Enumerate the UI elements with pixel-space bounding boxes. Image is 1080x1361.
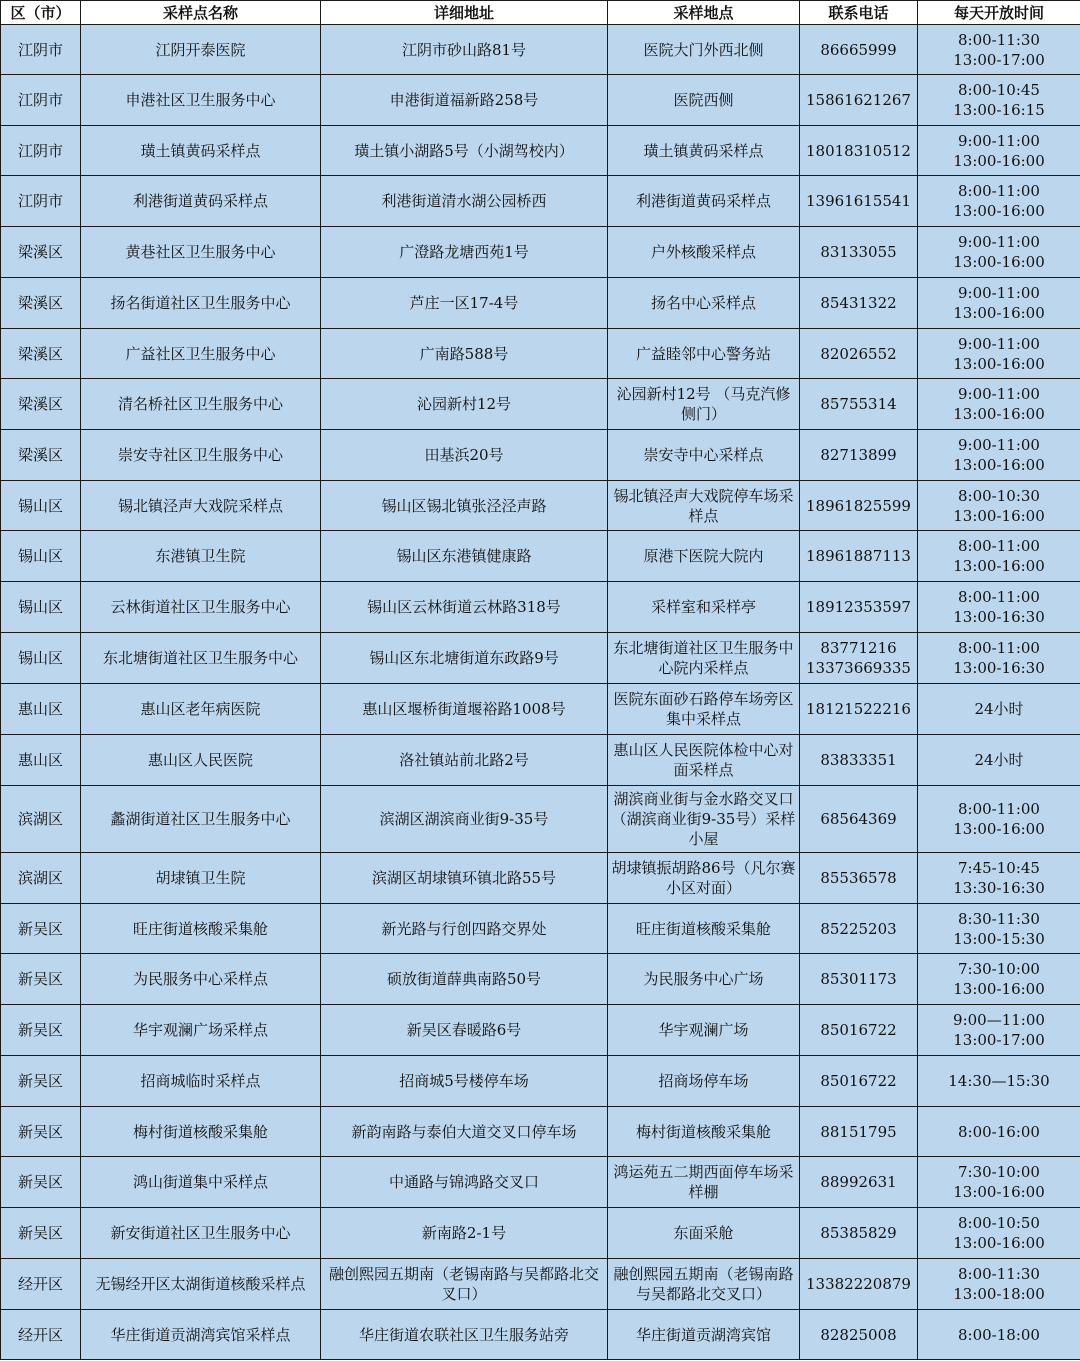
address-cell: 滨湖区胡埭镇环镇北路55号 xyxy=(321,853,608,904)
table-row xyxy=(1,430,1080,481)
phone-cell: 83771216 13373669335 xyxy=(800,633,918,684)
district-cell: 梁溪区 xyxy=(1,278,81,329)
header-district: 区（市） xyxy=(1,1,81,25)
site-name-cell: 黄巷社区卫生服务中心 xyxy=(81,227,321,278)
district-cell: 梁溪区 xyxy=(1,227,81,278)
table-row xyxy=(1,1157,1080,1208)
site-name-cell: 东港镇卫生院 xyxy=(81,531,321,582)
district-cell: 新吴区 xyxy=(1,904,81,954)
phone-cell: 85301173 xyxy=(800,954,918,1005)
address-cell: 锡山区云林街道云林路318号 xyxy=(321,582,608,633)
header-phone: 联系电话 xyxy=(800,1,918,25)
site-name-cell: 鸿山街道集中采样点 xyxy=(81,1157,321,1208)
address-cell: 锡山区东港镇健康路 xyxy=(321,531,608,582)
hours-cell: 8:00-11:00 13:00-16:00 xyxy=(918,786,1080,853)
sampling-spot-cell: 广益睦邻中心警务站 xyxy=(608,329,800,379)
sampling-spot-cell: 惠山区人民医院体检中心对面采样点 xyxy=(608,735,800,786)
table-row xyxy=(1,633,1080,684)
address-cell: 璜土镇小湖路5号（小湖驾校内） xyxy=(321,126,608,176)
address-cell: 田基浜20号 xyxy=(321,430,608,481)
district-cell: 江阴市 xyxy=(1,126,81,176)
hours-cell: 9:00-11:00 13:00-16:00 xyxy=(918,278,1080,329)
district-cell: 锡山区 xyxy=(1,582,81,633)
address-cell: 新南路2-1号 xyxy=(321,1208,608,1259)
hours-cell: 8:00-11:00 13:00-16:30 xyxy=(918,633,1080,684)
hours-cell: 8:00-11:00 13:00-16:00 xyxy=(918,176,1080,227)
address-cell: 江阴市砂山路81号 xyxy=(321,25,608,75)
address-cell: 新韵南路与泰伯大道交叉口停车场 xyxy=(321,1107,608,1157)
phone-cell: 18961825599 xyxy=(800,481,918,531)
hours-cell: 9:00-11:00 13:00-16:00 xyxy=(918,430,1080,481)
sampling-spot-cell: 沁园新村12号 （马克汽修侧门） xyxy=(608,379,800,430)
site-name-cell: 清名桥社区卫生服务中心 xyxy=(81,379,321,430)
table-row xyxy=(1,684,1080,735)
sampling-spot-cell: 医院大门外西北侧 xyxy=(608,25,800,75)
header-sampling-spot: 采样地点 xyxy=(608,1,800,25)
sampling-spot-cell: 鸿运苑五二期西面停车场采样棚 xyxy=(608,1157,800,1208)
table-row xyxy=(1,904,1080,954)
sampling-spot-cell: 华庄街道贡湖湾宾馆 xyxy=(608,1310,800,1360)
site-name-cell: 蠡湖街道社区卫生服务中心 xyxy=(81,786,321,853)
phone-cell: 18961887113 xyxy=(800,531,918,582)
district-cell: 新吴区 xyxy=(1,1107,81,1157)
sampling-spot-cell: 锡北镇泾声大戏院停车场采样点 xyxy=(608,481,800,531)
district-cell: 梁溪区 xyxy=(1,379,81,430)
phone-cell: 83833351 xyxy=(800,735,918,786)
site-name-cell: 为民服务中心采样点 xyxy=(81,954,321,1005)
district-cell: 锡山区 xyxy=(1,531,81,582)
phone-cell: 85016722 xyxy=(800,1056,918,1107)
phone-cell: 82713899 xyxy=(800,430,918,481)
header-hours: 每天开放时间 xyxy=(918,1,1080,25)
sampling-spot-cell: 璜土镇黄码采样点 xyxy=(608,126,800,176)
district-cell: 新吴区 xyxy=(1,1056,81,1107)
table-row xyxy=(1,1056,1080,1107)
hours-cell: 9:00-11:00 13:00-16:00 xyxy=(918,126,1080,176)
sampling-spot-cell: 崇安寺中心采样点 xyxy=(608,430,800,481)
phone-cell: 83133055 xyxy=(800,227,918,278)
site-name-cell: 新安街道社区卫生服务中心 xyxy=(81,1208,321,1259)
table-row xyxy=(1,278,1080,329)
sampling-spot-cell: 旺庄街道核酸采集舱 xyxy=(608,904,800,954)
phone-cell: 86665999 xyxy=(800,25,918,75)
sampling-spot-cell: 梅村街道核酸采集舱 xyxy=(608,1107,800,1157)
sampling-spot-cell: 户外核酸采样点 xyxy=(608,227,800,278)
hours-cell: 8:00-16:00 xyxy=(918,1107,1080,1157)
sampling-spot-cell: 医院西侧 xyxy=(608,75,800,126)
sampling-spot-cell: 湖滨商业街与金水路交叉口（湖滨商业街9-35号）采样小屋 xyxy=(608,786,800,853)
address-cell: 新光路与行创四路交界处 xyxy=(321,904,608,954)
site-name-cell: 招商城临时采样点 xyxy=(81,1056,321,1107)
phone-cell: 82026552 xyxy=(800,329,918,379)
hours-cell: 8:00-10:45 13:00-16:15 xyxy=(918,75,1080,126)
district-cell: 新吴区 xyxy=(1,954,81,1005)
hours-cell: 8:30-11:30 13:00-15:30 xyxy=(918,904,1080,954)
site-name-cell: 申港社区卫生服务中心 xyxy=(81,75,321,126)
site-name-cell: 惠山区人民医院 xyxy=(81,735,321,786)
table-row xyxy=(1,1005,1080,1056)
phone-cell: 85755314 xyxy=(800,379,918,430)
district-cell: 新吴区 xyxy=(1,1157,81,1208)
site-name-cell: 华宇观澜广场采样点 xyxy=(81,1005,321,1056)
address-cell: 芦庄一区17-4号 xyxy=(321,278,608,329)
phone-cell: 85385829 xyxy=(800,1208,918,1259)
phone-cell: 15861621267 xyxy=(800,75,918,126)
table-row xyxy=(1,227,1080,278)
phone-cell: 68564369 xyxy=(800,786,918,853)
district-cell: 惠山区 xyxy=(1,735,81,786)
sampling-spot-cell: 医院东面砂石路停车场旁区集中采样点 xyxy=(608,684,800,735)
address-cell: 广澄路龙塘西苑1号 xyxy=(321,227,608,278)
site-name-cell: 云林街道社区卫生服务中心 xyxy=(81,582,321,633)
site-name-cell: 崇安寺社区卫生服务中心 xyxy=(81,430,321,481)
table-row xyxy=(1,25,1080,75)
table-row xyxy=(1,1259,1080,1310)
table-row xyxy=(1,954,1080,1005)
hours-cell: 8:00-11:30 13:00-18:00 xyxy=(918,1259,1080,1310)
hours-cell: 9:00-11:00 13:00-16:00 xyxy=(918,379,1080,430)
hours-cell: 8:00-18:00 xyxy=(918,1310,1080,1360)
phone-cell: 18912353597 xyxy=(800,582,918,633)
table-row xyxy=(1,1107,1080,1157)
district-cell: 江阴市 xyxy=(1,176,81,227)
site-name-cell: 利港街道黄码采样点 xyxy=(81,176,321,227)
district-cell: 滨湖区 xyxy=(1,853,81,904)
hours-cell: 9:00-11:00 13:00-16:00 xyxy=(918,329,1080,379)
table-body xyxy=(1,25,1080,1360)
district-cell: 新吴区 xyxy=(1,1005,81,1056)
district-cell: 滨湖区 xyxy=(1,786,81,853)
address-cell: 洛社镇站前北路2号 xyxy=(321,735,608,786)
site-name-cell: 梅村街道核酸采集舱 xyxy=(81,1107,321,1157)
hours-cell: 8:00-10:30 13:00-16:00 xyxy=(918,481,1080,531)
sampling-spot-cell: 利港街道黄码采样点 xyxy=(608,176,800,227)
table-header-row xyxy=(1,1,1080,25)
hours-cell: 8:00-11:30 13:00-17:00 xyxy=(918,25,1080,75)
sampling-spot-cell: 为民服务中心广场 xyxy=(608,954,800,1005)
site-name-cell: 璜土镇黄码采样点 xyxy=(81,126,321,176)
site-name-cell: 惠山区老年病医院 xyxy=(81,684,321,735)
address-cell: 中通路与锦鸿路交叉口 xyxy=(321,1157,608,1208)
sampling-spot-cell: 华宇观澜广场 xyxy=(608,1005,800,1056)
hours-cell: 9:00—11:00 13:00-17:00 xyxy=(918,1005,1080,1056)
phone-cell: 18018310512 xyxy=(800,126,918,176)
district-cell: 经开区 xyxy=(1,1259,81,1310)
table-row xyxy=(1,1208,1080,1259)
address-cell: 滨湖区湖滨商业街9-35号 xyxy=(321,786,608,853)
address-cell: 惠山区堰桥街道堰裕路1008号 xyxy=(321,684,608,735)
phone-cell: 82825008 xyxy=(800,1310,918,1360)
table-row xyxy=(1,853,1080,904)
phone-cell: 18121522216 xyxy=(800,684,918,735)
table-row xyxy=(1,481,1080,531)
address-cell: 利港街道清水湖公园桥西 xyxy=(321,176,608,227)
hours-cell: 7:30-10:00 13:00-16:00 xyxy=(918,1157,1080,1208)
address-cell: 申港街道福新路258号 xyxy=(321,75,608,126)
phone-cell: 13961615541 xyxy=(800,176,918,227)
district-cell: 惠山区 xyxy=(1,684,81,735)
sampling-spot-cell: 融创熙园五期南（老锡南路与吴都路北交叉口） xyxy=(608,1259,800,1310)
district-cell: 经开区 xyxy=(1,1310,81,1360)
hours-cell: 8:00-11:00 13:00-16:00 xyxy=(918,531,1080,582)
table-row xyxy=(1,1310,1080,1360)
district-cell: 梁溪区 xyxy=(1,329,81,379)
phone-cell: 85225203 xyxy=(800,904,918,954)
site-name-cell: 胡埭镇卫生院 xyxy=(81,853,321,904)
phone-cell: 88151795 xyxy=(800,1107,918,1157)
table-row xyxy=(1,126,1080,176)
district-cell: 梁溪区 xyxy=(1,430,81,481)
site-name-cell: 广益社区卫生服务中心 xyxy=(81,329,321,379)
sampling-spot-cell: 东北塘街道社区卫生服务中心院内采样点 xyxy=(608,633,800,684)
site-name-cell: 华庄街道贡湖湾宾馆采样点 xyxy=(81,1310,321,1360)
district-cell: 江阴市 xyxy=(1,25,81,75)
hours-cell: 9:00-11:00 13:00-16:00 xyxy=(918,227,1080,278)
sampling-spot-cell: 胡埭镇振胡路86号（凡尔赛小区对面） xyxy=(608,853,800,904)
address-cell: 融创熙园五期南（老锡南路与吴都路北交叉口） xyxy=(321,1259,608,1310)
district-cell: 新吴区 xyxy=(1,1208,81,1259)
site-name-cell: 扬名街道社区卫生服务中心 xyxy=(81,278,321,329)
table-row xyxy=(1,75,1080,126)
sampling-spot-cell: 东面采舱 xyxy=(608,1208,800,1259)
hours-cell: 24小时 xyxy=(918,735,1080,786)
address-cell: 新吴区春暖路6号 xyxy=(321,1005,608,1056)
hours-cell: 24小时 xyxy=(918,684,1080,735)
hours-cell: 14:30—15:30 xyxy=(918,1056,1080,1107)
hours-cell: 8:00-11:00 13:00-16:30 xyxy=(918,582,1080,633)
phone-cell: 13382220879 xyxy=(800,1259,918,1310)
site-name-cell: 江阴开泰医院 xyxy=(81,25,321,75)
header-site-name: 采样点名称 xyxy=(81,1,321,25)
district-cell: 锡山区 xyxy=(1,633,81,684)
sampling-spot-cell: 招商场停车场 xyxy=(608,1056,800,1107)
hours-cell: 7:30-10:00 13:00-16:00 xyxy=(918,954,1080,1005)
district-cell: 江阴市 xyxy=(1,75,81,126)
table-row xyxy=(1,176,1080,227)
site-name-cell: 锡北镇泾声大戏院采样点 xyxy=(81,481,321,531)
sampling-spot-cell: 扬名中心采样点 xyxy=(608,278,800,329)
address-cell: 沁园新村12号 xyxy=(321,379,608,430)
phone-cell: 85016722 xyxy=(800,1005,918,1056)
table-row xyxy=(1,786,1080,853)
site-name-cell: 旺庄街道核酸采集舱 xyxy=(81,904,321,954)
address-cell: 硕放街道薛典南路50号 xyxy=(321,954,608,1005)
address-cell: 招商城5号楼停车场 xyxy=(321,1056,608,1107)
sampling-spot-cell: 原港下医院大院内 xyxy=(608,531,800,582)
phone-cell: 85536578 xyxy=(800,853,918,904)
hours-cell: 7:45-10:45 13:30-16:30 xyxy=(918,853,1080,904)
address-cell: 华庄街道农联社区卫生服务站旁 xyxy=(321,1310,608,1360)
address-cell: 广南路588号 xyxy=(321,329,608,379)
sampling-spot-cell: 采样室和采样亭 xyxy=(608,582,800,633)
table-row xyxy=(1,582,1080,633)
hours-cell: 8:00-10:50 13:00-16:00 xyxy=(918,1208,1080,1259)
site-name-cell: 东北塘街道社区卫生服务中心 xyxy=(81,633,321,684)
address-cell: 锡山区锡北镇张泾泾声路 xyxy=(321,481,608,531)
table-row xyxy=(1,329,1080,379)
district-cell: 锡山区 xyxy=(1,481,81,531)
phone-cell: 85431322 xyxy=(800,278,918,329)
phone-cell: 88992631 xyxy=(800,1157,918,1208)
site-name-cell: 无锡经开区太湖街道核酸采样点 xyxy=(81,1259,321,1310)
table-row xyxy=(1,379,1080,430)
table-row xyxy=(1,735,1080,786)
table-row xyxy=(1,531,1080,582)
address-cell: 锡山区东北塘街道东政路9号 xyxy=(321,633,608,684)
header-address: 详细地址 xyxy=(321,1,608,25)
